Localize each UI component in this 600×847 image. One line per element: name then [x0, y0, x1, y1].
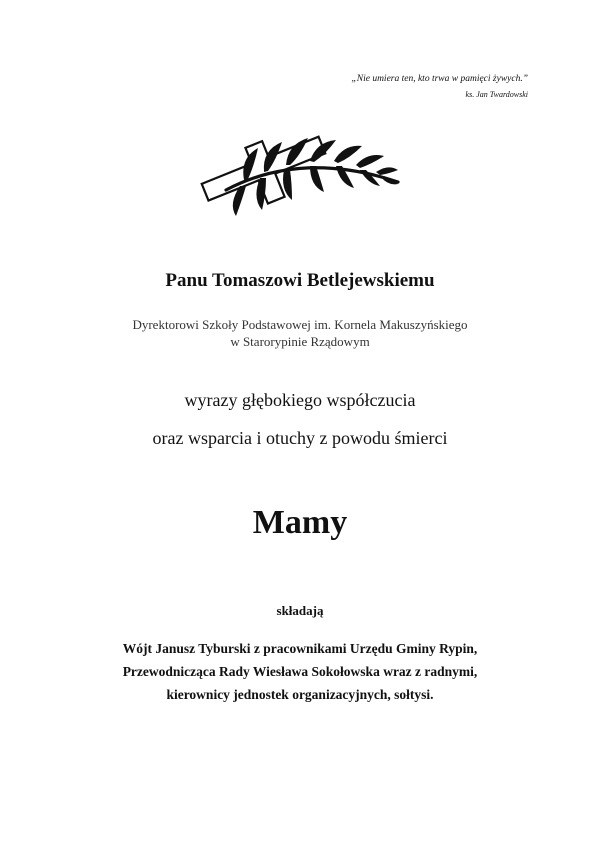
epigraph-quote: „Nie umiera ten, kto trwa w pamięci żywych.”	[351, 74, 528, 84]
condolence-line-2: oraz wsparcia i otuchy z powodu śmierci	[152, 428, 448, 448]
senders-block	[0, 637, 600, 706]
addressee-name: Panu Tomaszowi Betlejewskiemu	[165, 270, 435, 291]
deceased-name: Mamy	[252, 504, 348, 541]
epigraph-author: ks. Jan Twardowski	[465, 90, 528, 99]
signed-label: składają	[276, 603, 324, 618]
addressee-role-line-2: w Starorypinie Rządowym	[230, 334, 370, 349]
condolence-line-1: wyrazy głębokiego współczucia	[184, 390, 416, 410]
senders-line-3: kierownicy jednostek organizacyjnych, sołtysi.	[166, 687, 434, 702]
cross-with-palm-branch-icon	[192, 120, 408, 220]
addressee-role	[0, 316, 600, 350]
senders-line-1: Wójt Janusz Tyburski z pracownikami Urzędu Gminy Rypin,	[122, 641, 478, 656]
epigraph	[351, 72, 528, 102]
addressee-role-line-1: Dyrektorowi Szkoły Podstawowej im. Kornela Makuszyńskiego	[132, 317, 468, 332]
senders-line-2: Przewodnicząca Rady Wiesława Sokołowska wraz z radnymi,	[122, 664, 478, 679]
